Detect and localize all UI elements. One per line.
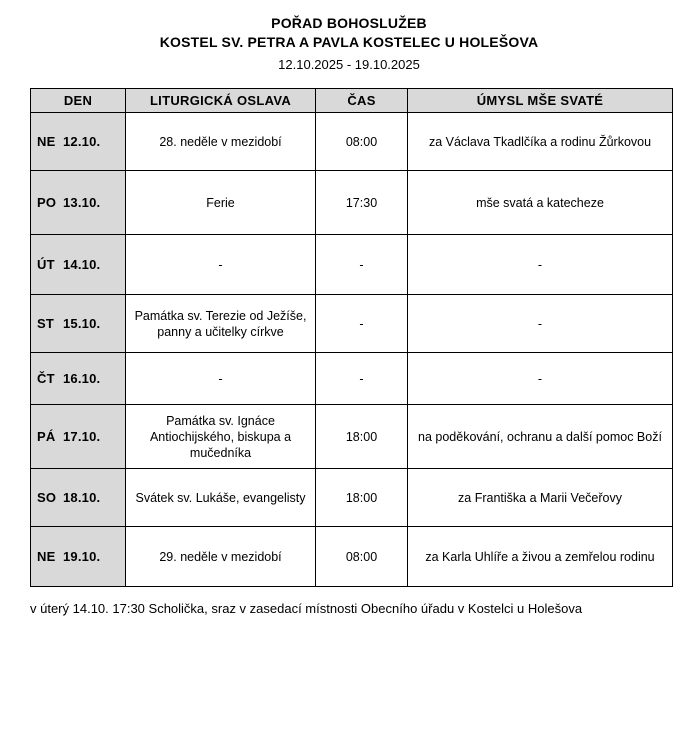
schedule-table <box>30 88 673 587</box>
table-row <box>31 405 673 469</box>
column-header-den: DEN <box>31 89 126 113</box>
intention-cell: - <box>408 295 673 353</box>
day-cell <box>31 527 126 587</box>
day-of-week: ČT <box>37 371 55 386</box>
table-row <box>31 171 673 235</box>
liturgy-cell: - <box>126 235 316 295</box>
date-range: 12.10.2025 - 19.10.2025 <box>278 57 420 72</box>
day-of-week: NE <box>37 549 56 564</box>
liturgy-cell: Ferie <box>126 171 316 235</box>
table-header-row <box>31 89 673 113</box>
intention-cell: mše svatá a katecheze <box>408 171 673 235</box>
liturgy-cell: 28. neděle v mezidobí <box>126 113 316 171</box>
table-row <box>31 353 673 405</box>
day-of-week: PÁ <box>37 429 56 444</box>
document-header <box>0 0 698 75</box>
day-date: 19.10. <box>63 549 101 564</box>
liturgy-cell: Památka sv. Ignáce Antiochijského, biskupa a mučedníka <box>126 405 316 469</box>
intention-cell: - <box>408 353 673 405</box>
column-header-liturgy: LITURGICKÁ OSLAVA <box>126 89 316 113</box>
liturgy-cell: - <box>126 353 316 405</box>
day-cell <box>31 353 126 405</box>
column-header-intention: ÚMYSL MŠE SVATÉ <box>408 89 673 113</box>
intention-cell: za Františka a Marii Večeřovy <box>408 469 673 527</box>
intention-cell: za Karla Uhlíře a živou a zemřelou rodinu <box>408 527 673 587</box>
day-date: 18.10. <box>63 490 101 505</box>
day-cell <box>31 235 126 295</box>
day-date: 14.10. <box>63 257 101 272</box>
day-date: 17.10. <box>63 429 101 444</box>
table-row <box>31 113 673 171</box>
time-cell: 08:00 <box>316 527 408 587</box>
day-date: 15.10. <box>63 316 101 331</box>
liturgy-cell: 29. neděle v mezidobí <box>126 527 316 587</box>
page-title: POŘAD BOHOSLUŽEB <box>271 15 427 31</box>
day-of-week: NE <box>37 134 56 149</box>
time-cell: - <box>316 235 408 295</box>
schedule-table-wrapper <box>0 75 698 587</box>
footer-note: v úterý 14.10. 17:30 Scholička, sraz v zasedací místnosti Obecního úřadu v Kostelci u Holešova <box>30 601 583 616</box>
day-date: 16.10. <box>63 371 101 386</box>
day-date: 12.10. <box>63 134 101 149</box>
day-cell <box>31 171 126 235</box>
liturgy-cell: Svátek sv. Lukáše, evangelisty <box>126 469 316 527</box>
intention-cell: na poděkování, ochranu a další pomoc Boží <box>408 405 673 469</box>
table-row <box>31 295 673 353</box>
day-cell <box>31 295 126 353</box>
footer-note-section <box>0 587 698 618</box>
day-cell <box>31 405 126 469</box>
time-cell: 18:00 <box>316 405 408 469</box>
day-of-week: PO <box>37 195 57 210</box>
column-header-time: ČAS <box>316 89 408 113</box>
time-cell: - <box>316 353 408 405</box>
intention-cell: - <box>408 235 673 295</box>
table-row <box>31 235 673 295</box>
time-cell: 17:30 <box>316 171 408 235</box>
time-cell: 18:00 <box>316 469 408 527</box>
liturgy-cell: Památka sv. Terezie od Ježíše, panny a učitelky církve <box>126 295 316 353</box>
time-cell: - <box>316 295 408 353</box>
intention-cell: za Václava Tkadlčíka a rodinu Žůrkovou <box>408 113 673 171</box>
parish-subtitle: KOSTEL SV. PETRA A PAVLA KOSTELEC U HOLEŠOVA <box>159 34 539 50</box>
day-of-week: SO <box>37 490 57 505</box>
day-cell <box>31 113 126 171</box>
table-row <box>31 469 673 527</box>
day-of-week: ÚT <box>37 257 55 272</box>
day-date: 13.10. <box>63 195 101 210</box>
table-row <box>31 527 673 587</box>
time-cell: 08:00 <box>316 113 408 171</box>
day-of-week: ST <box>37 316 55 331</box>
day-cell <box>31 469 126 527</box>
